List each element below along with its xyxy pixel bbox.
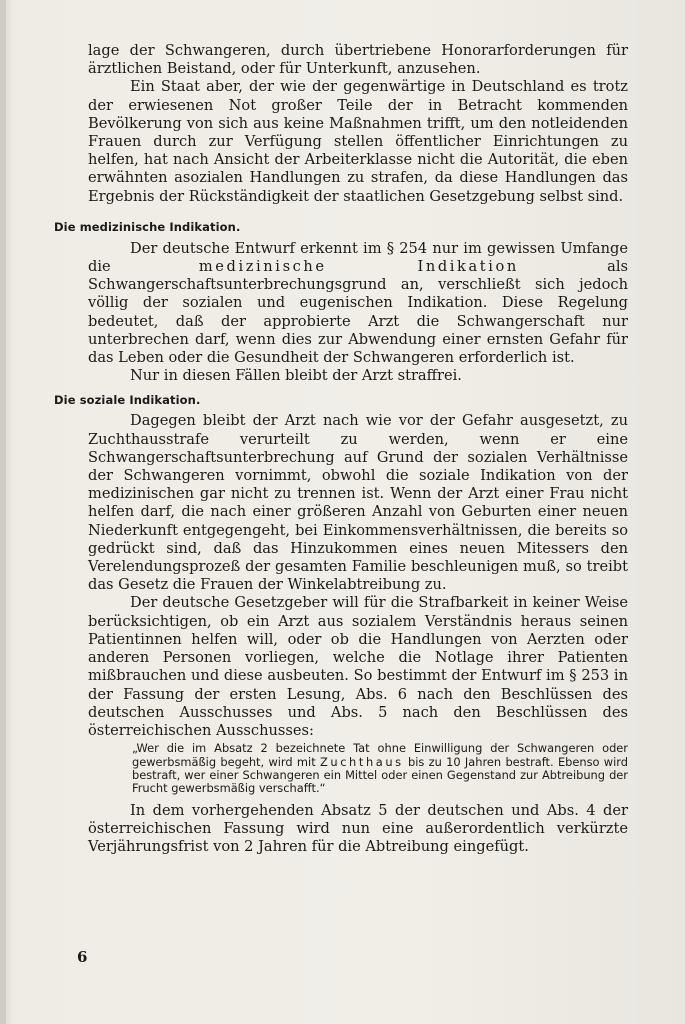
heading-social-indication: Die soziale Indikation. <box>54 393 201 408</box>
page-number: 6 <box>77 948 88 966</box>
medical-paragraph-2: Nur in diesen Fällen bleibt der Arzt straffrei. <box>130 367 462 385</box>
law-quote <box>88 742 628 796</box>
quote-spaced-term: Zuchthaus <box>319 754 404 769</box>
medical-p1-end: als Schwangerschaftsunterbrechungsgrund an, verschließt sich jedoch völlig der sozialen und eugenischen Indikation. Diese Regelung bedeutet, daß der approbierte Arzt die Schwangerschaft nur unterbrechen darf, wenn dies zur Abwendung einer ernsten Gefahr für das Leben oder die Gesundheit der Schwangeren erforderlich ist. <box>88 258 628 367</box>
intro-paragraph: lage der Schwangeren, durch übertriebene Honorarforderungen für ärztlichen Beistand, oder für Unterkunft, anzusehen. <box>88 42 628 78</box>
quote-start: „Wer die im Absatz 2 bezeichnete Tat ohne Einwilligung der Schwangeren oder gewerbsmäßig begeht, wird mit <box>132 741 628 769</box>
quote-end: bis zu 10 Jahren bestraft. Ebenso wird bestraft, wer einer Schwangeren ein Mittel oder einen Gegenstand zur Abtreibung der Frucht gewerbsmäßig verschafft.“ <box>132 754 628 796</box>
medical-p1-spaced-term: medizinische Indikation <box>198 258 519 276</box>
state-paragraph: Ein Staat aber, der wie der gegenwärtige in Deutschland es trotz der erwiesenen Not großer Teile der in Betracht kommenden Bevölkerung von sich aus keine Maßnahmen trifft, um den notleidenden Frauen durch zur Verfügung stellen öffentlicher Einrichtungen zu helfen, hat nach Ansicht der Arbeiterklasse nicht die Autorität, die eben erwähnten asozialen Handlungen zu strafen, da diese Handlungen das Ergebnis der Rückständigkeit der staatlichen Gesetzgebung selbst sind. <box>88 78 628 205</box>
page-edge-shadow <box>0 0 6 1024</box>
social-paragraph-2: Der deutsche Gesetzgeber will für die Strafbarkeit in keiner Weise berücksichtigen, ob ein Arzt aus sozialem Verständnis heraus seinen Patientinnen helfen will, oder ob die Handlungen von Aerzten oder anderen Personen vorliegen, welche die Notlage ihrer Patienten mißbrauchen und diese ausbeuten. So bestimmt der Entwurf im § 253 in der Fassung der ersten Lesung, Abs. 6 nach den Beschlüssen des deutschen Ausschusses und Abs. 5 nach den Beschlüssen des österreichischen Ausschusses: <box>88 594 628 739</box>
heading-medical-indication: Die medizinische Indikation. <box>54 219 241 234</box>
social-paragraph-1: Dagegen bleibt der Arzt nach wie vor der Gefahr ausgesetzt, zu Zuchthausstrafe verurteilt zu werden, wenn er eine Schwangerschaftsunterbrechung auf Grund der sozialen Verhältnisse der Schwangeren vornimmt, obwohl die soziale Indikation von der medizinischen gar nicht zu trennen ist. Wenn der Arzt einer Frau nicht helfen darf, die nach einer größeren Anzahl von Geburten einer neuen Niederkunft entgegengeht, bei Einkommensverhältnissen, die bereits so gedrückt sind, daß das Hinzukommen eines neuen Mitessers den Verelendungsprozeß der gesamten Familie beschleunigen muß, so treibt das Gesetz die Frauen der Winkelabtreibung zu. <box>88 412 628 594</box>
medical-p1-start: Der deutsche Entwurf erkennt im § 254 nur im gewissen Umfange die <box>88 239 628 276</box>
closing-paragraph: In dem vorhergehenden Absatz 5 der deutschen und Abs. 4 der österreichischen Fassung wird nun eine außerordentlich verkürzte Verjährungsfrist von 2 Jahren für die Abtreibung eingefügt. <box>88 801 628 856</box>
medical-paragraph-1 <box>88 240 628 367</box>
text-column <box>54 42 628 856</box>
